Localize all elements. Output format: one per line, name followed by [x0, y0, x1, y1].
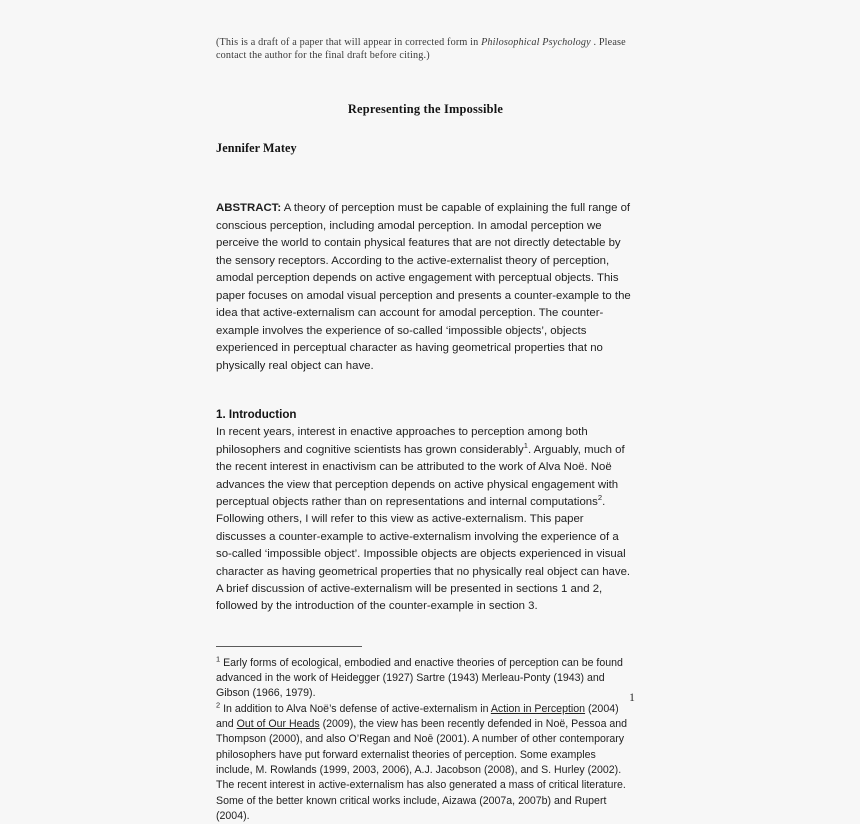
page-number: 1: [629, 692, 635, 704]
book-title-action-in-perception: Action in Perception: [490, 702, 586, 715]
footnote-marker-2: 2: [216, 700, 221, 710]
footnote-text-2-part-3: (2009), the view has been recently defended in Noë, Pessoa and Thompson (2000), and also O’Regan and Noē (2001). A number of other contemporary philosophers have put forward externalist theories of perception. Some examples include, M. Rowlands (1999, 2003, 2006), A.J. Jacobson (2008), and S. Hurley (2002). The recent interest in active-externalism has also generated a mass of critical literature. Some of the better known critical works include, Aizawa (2007a, 2007b) and Rupert (2004).: [216, 718, 628, 822]
intro-text-part-1: In recent years, interest in enactive approaches to perception among both philosophers and cognitive scientists has grown considerably: [216, 426, 588, 456]
draft-notice-suffix: . Please contact the author for the final draft before citing.): [216, 37, 626, 62]
footnote-ref-1[interactable]: 1: [523, 441, 528, 451]
section-heading-introduction: 1. Introduction: [216, 408, 297, 422]
abstract-label: ABSTRACT:: [216, 202, 282, 215]
footnote-separator: [216, 646, 362, 647]
intro-text-part-2: . Arguably, much of the recent interest in enactivism can be attributed to the work of Alva Noë. Noë advances the view that perception depends on active physical engagement with perceptual objects rather than on representations and internal computations: [216, 443, 625, 509]
footnote-ref-2[interactable]: 2: [597, 493, 603, 503]
book-title-out-of-our-heads: Out of Our Heads: [236, 718, 320, 731]
footnote-item-2: [216, 702, 635, 824]
footnotes-block: [216, 656, 635, 824]
abstract-text: A theory of perception must be capable of explaining the full range of conscious perception, including amodal perception. In amodal perception we perceive the world to contain physical features that are not directly detectable by the sensory receptors. According to the active-externalist theory of perception, amodal perception depends on active engagement with perceptual objects. This paper focuses on amodal visual perception and presents a counter-example to the idea that active-externalism can account for amodal perception. The counter-example involves the experience of so-called ‘impossible objects’, objects experienced in perceptual character as having geometrical properties that no physically real object can have.: [216, 202, 631, 372]
draft-notice: [216, 36, 635, 62]
footnote-text-2-part-1: In addition to Alva Noë’s defense of active-externalism in: [220, 702, 491, 715]
footnote-text-2-part-2: (2004) and: [216, 702, 619, 731]
abstract-block: [216, 200, 635, 375]
draft-notice-prefix: (This is a draft of a paper that will appear in corrected form in: [216, 37, 482, 48]
page-title: Representing the Impossible: [347, 102, 504, 117]
author-name: Jennifer Matey: [216, 141, 297, 156]
footnote-text-1: Early forms of ecological, embodied and enactive theories of perception can be found advanced in the work of Heidegger (1927) Sartre (1943) Merleau-Ponty (1943) and Gibson (1966, 1979).: [216, 656, 623, 700]
introduction-paragraph: [216, 424, 635, 615]
footnote-item-1: [216, 656, 635, 702]
page-content: [216, 36, 635, 824]
journal-name: Philosophical Psychology: [481, 37, 591, 48]
footnote-marker-1: 1: [216, 654, 221, 664]
intro-text-part-3: . Following others, I will refer to this view as active-externalism. This paper discusses a counter-example to active-externalism involving the experience of a so-called ‘impossible object’. Impossible objects are objects experienced in visual character as having geometrical properties that no physically real object can have. A brief discussion of active-externalism will be presented in sections 1 and 2, followed by the introduction of the counter-example in section 3.: [216, 496, 631, 613]
